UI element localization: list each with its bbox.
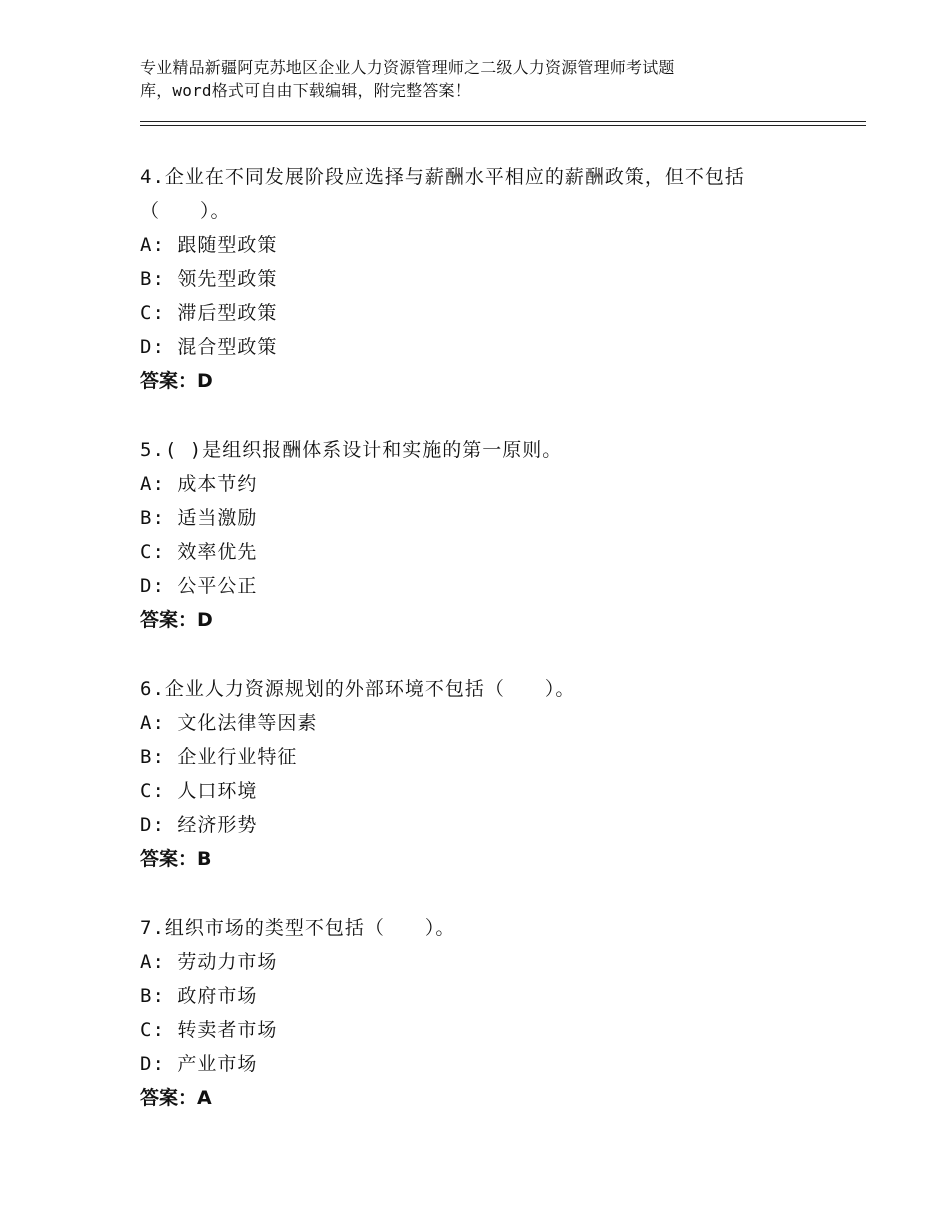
option-d: D: 公平公正 <box>140 575 258 597</box>
option-b: B: 企业行业特征 <box>140 746 298 768</box>
header-divider <box>140 121 866 122</box>
option-c: C: 滞后型政策 <box>140 302 278 324</box>
question-4 <box>140 160 840 398</box>
document-header <box>140 56 840 102</box>
option-a: A: 跟随型政策 <box>140 234 278 256</box>
option-c: C: 转卖者市场 <box>140 1019 278 1041</box>
question-7 <box>140 911 840 1115</box>
question-6 <box>140 672 840 876</box>
question-stem: 4.企业在不同发展阶段应选择与薪酬水平相应的薪酬政策，但不包括 <box>140 166 745 188</box>
header-title-line-1: 专业精品新疆阿克苏地区企业人力资源管理师之二级人力资源管理师考试题 <box>140 58 675 77</box>
question-stem: 5.( )是组织报酬体系设计和实施的第一原则。 <box>140 439 563 461</box>
option-a: A: 成本节约 <box>140 473 258 495</box>
question-5 <box>140 433 840 637</box>
header-divider-secondary <box>140 125 866 126</box>
option-d: D: 产业市场 <box>140 1053 258 1075</box>
option-d: D: 经济形势 <box>140 814 258 836</box>
option-b: B: 适当激励 <box>140 507 258 529</box>
question-stem: 6.企业人力资源规划的外部环境不包括（ ）。 <box>140 678 576 700</box>
option-b: B: 政府市场 <box>140 985 258 1007</box>
option-c: C: 人口环境 <box>140 780 258 802</box>
question-stem: 7.组织市场的类型不包括（ ）。 <box>140 917 456 939</box>
answer-label: 答案：D <box>140 370 213 392</box>
option-a: A: 文化法律等因素 <box>140 712 318 734</box>
answer-label: 答案：D <box>140 609 213 631</box>
answer-label: 答案：A <box>140 1087 212 1109</box>
answer-label: 答案：B <box>140 848 212 870</box>
option-c: C: 效率优先 <box>140 541 258 563</box>
option-b: B: 领先型政策 <box>140 268 278 290</box>
question-stem-continuation: （ ）。 <box>140 200 231 222</box>
option-d: D: 混合型政策 <box>140 336 278 358</box>
header-title-line-2: 库，word格式可自由下载编辑，附完整答案！ <box>140 81 471 100</box>
option-a: A: 劳动力市场 <box>140 951 278 973</box>
